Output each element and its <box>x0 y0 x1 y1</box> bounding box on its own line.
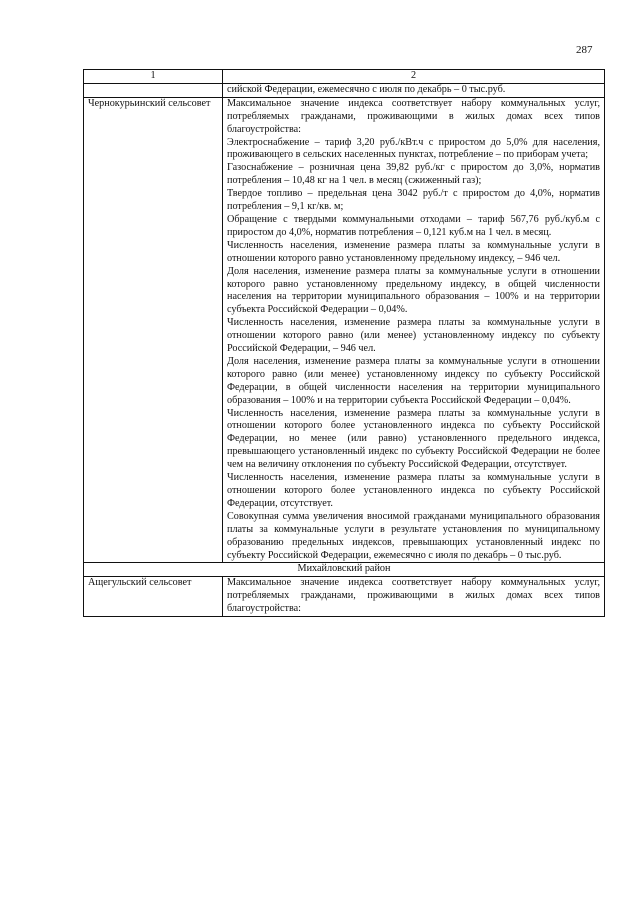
description-cell <box>223 97 605 563</box>
paragraph: Доля населения, изменение размера платы за коммунальные услуги в отношении которого равно (или менее) установленному индексу по субъекту Российской Федерации, в общей численности населения на территории муниципального образования – 100% и на территории субъекта Российской Федерации – 0,04%. <box>227 355 600 406</box>
municipality-cell: Ащегульский сельсовет <box>84 577 223 617</box>
paragraph: Численность населения, изменение размера платы за коммунальные услуги в отношении которого более установленного индекса по субъекту Российской Федерации, но менее (или равно) установленного предельного индекса, превышающего установленный индекс по субъекту Российской Федерации не более чем на величину отклонения по субъекту Российской Федерации, отсутствует. <box>227 407 600 471</box>
municipality-cell: Чернокурьинский сельсовет <box>84 97 223 563</box>
table-header-row <box>84 70 605 84</box>
paragraph: Максимальное значение индекса соответствует набору коммунальных услуг, потребляемых гражданами, проживающими в жилых домах всех типов благоустройства: <box>227 577 600 615</box>
paragraph: Максимальное значение индекса соответствует набору коммунальных услуг, потребляемых гражданами, проживающими в жилых домах всех типов благоустройства: <box>227 97 600 135</box>
empty-cell <box>84 83 223 97</box>
page-number: 287 <box>576 44 593 56</box>
table-row <box>84 97 605 563</box>
document-table <box>83 69 605 617</box>
district-row <box>84 563 605 577</box>
paragraph: Совокупная сумма увеличения вносимой гражданами муниципального образования платы за коммунальные услуги в результате установления по муниципальному образованию предельных индексов, превышающих установленный индекс по субъекту Российской Федерации, ежемесячно с июля по декабрь – 0 тыс.руб. <box>227 510 600 561</box>
district-heading: Михайловский район <box>84 563 605 577</box>
paragraph: Численность населения, изменение размера платы за коммунальные услуги в отношении которого более установленного индекса по субъекту Российской Федерации, отсутствует. <box>227 472 600 509</box>
paragraph: Доля населения, изменение размера платы за коммунальные услуги в отношении которого равно установленному предельному индексу, в общей численности населения на территории муниципального образования – 100% и на территории субъекта Российской Федерации – 0,04%. <box>227 265 600 316</box>
paragraph: Газоснабжение – розничная цена 39,82 руб./кг с приростом до 3,0%, норматив потребления – 10,48 кг на 1 чел. в месяц (сжиженный газ); <box>227 162 600 187</box>
continuation-cell <box>223 83 605 97</box>
column-header-1: 1 <box>84 70 223 84</box>
paragraph: Численность населения, изменение размера платы за коммунальные услуги в отношении которого равно установленному предельному индексу, – 946 чел. <box>227 239 600 264</box>
paragraph: Обращение с твердыми коммунальными отходами – тариф 567,76 руб./куб.м с приростом до 4,0%, норматив потребления – 0,121 куб.м на 1 чел. в месяц. <box>227 213 600 238</box>
table-row <box>84 577 605 617</box>
continuation-text: сийской Федерации, ежемесячно с июля по декабрь – 0 тыс.руб. <box>227 83 506 95</box>
paragraph: Численность населения, изменение размера платы за коммунальные услуги в отношении которого равно (или менее) установленному индексу по субъекту Российской Федерации, – 946 чел. <box>227 317 600 355</box>
column-header-2: 2 <box>223 70 605 84</box>
description-cell <box>223 577 605 617</box>
table-row <box>84 83 605 97</box>
paragraph: Электроснабжение – тариф 3,20 руб./кВт.ч с приростом до 5,0% для населения, проживающего в сельских населенных пунктах, потребление – по приборам учета; <box>227 136 600 161</box>
paragraph: Твердое топливо – предельная цена 3042 руб./т с приростом до 4,0%, норматив потребления – 9,1 кг/кв. м; <box>227 188 600 213</box>
